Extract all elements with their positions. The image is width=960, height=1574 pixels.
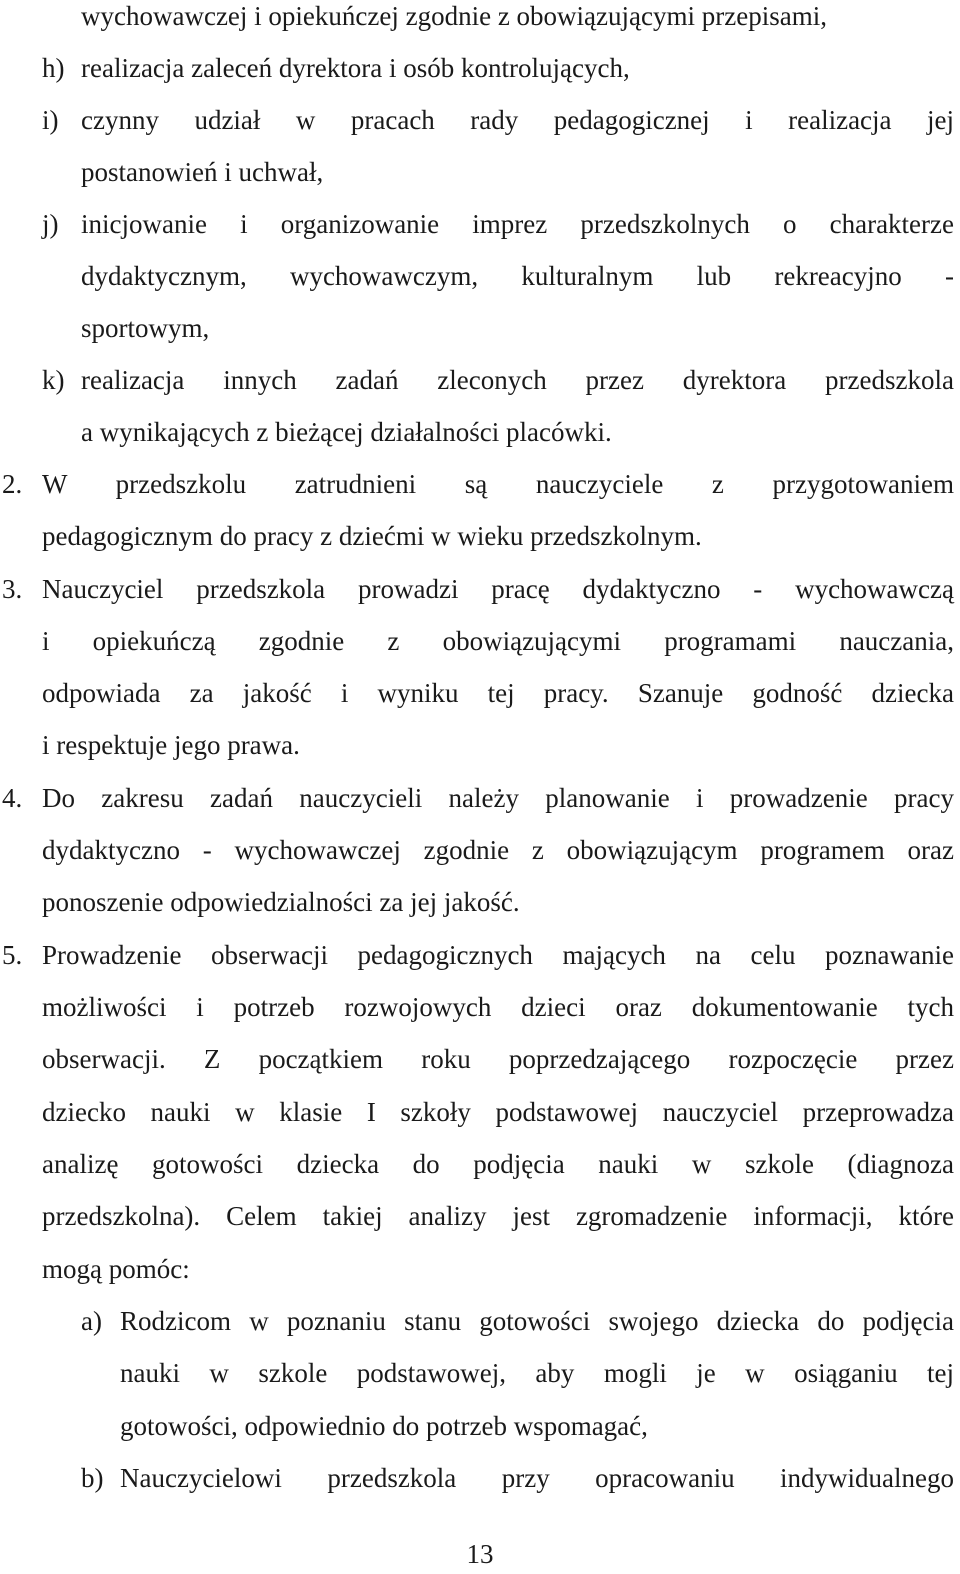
- list-item-text-h: realizacja zaleceń dyrektora i osób kontrolujących,: [81, 53, 630, 83]
- list-item-text-5: dziecko nauki w klasie I szkoły podstawowej nauczyciel przeprowadza: [42, 1097, 954, 1127]
- sub-item-label-a: a): [81, 1306, 102, 1336]
- sub-item-text-a: nauki w szkole podstawowej, aby mogli je w osiąganiu tej: [120, 1358, 954, 1388]
- sub-item-label-b: b): [81, 1463, 104, 1493]
- list-item-text-3: Nauczyciel przedszkola prowadzi pracę dydaktyczno - wychowawczą: [42, 574, 954, 604]
- list-item-text-j: inicjowanie i organizowanie imprez przedszkolnych o charakterze: [81, 209, 954, 239]
- list-item-text-3: i respektuje jego prawa.: [42, 730, 300, 760]
- list-item-text-j: dydaktycznym, wychowawczym, kulturalnym lub rekreacyjno -: [81, 261, 954, 291]
- list-item-text-4: Do zakresu zadań nauczycieli należy planowanie i prowadzenie pracy: [42, 783, 954, 813]
- list-item-label-i: i): [42, 105, 59, 135]
- list-item-text-k: realizacja innych zadań zleconych przez dyrektora przedszkola: [81, 365, 954, 395]
- list-item-text-2: W przedszkolu zatrudnieni są nauczyciele z przygotowaniem: [42, 469, 954, 499]
- list-item-text-4: ponoszenie odpowiedzialności za jej jakość.: [42, 887, 520, 917]
- list-item-text-3: i opiekuńczą zgodnie z obowiązującymi programami nauczania,: [42, 626, 954, 656]
- page-number: 13: [466, 1539, 494, 1569]
- list-item-text-i: czynny udział w pracach rady pedagogicznej i realizacja jej: [81, 105, 954, 135]
- sub-item-text-a: gotowości, odpowiednio do potrzeb wspomagać,: [120, 1411, 648, 1441]
- list-item-text-i: postanowień i uchwał,: [81, 157, 324, 187]
- list-item-text-k: a wynikających z bieżącej działalności placówki.: [81, 417, 612, 447]
- list-item-text-j: sportowym,: [81, 313, 210, 343]
- list-item-label-k: k): [42, 365, 65, 395]
- list-item-text-5: Prowadzenie obserwacji pedagogicznych mających na celu poznawanie: [42, 940, 954, 970]
- paragraph-continuation: wychowawczej i opiekuńczej zgodnie z obowiązującymi przepisami,: [81, 1, 827, 31]
- list-item-label-5: 5.: [2, 940, 23, 970]
- list-item-label-h: h): [42, 53, 65, 83]
- list-item-text-5: przedszkolna). Celem takiej analizy jest zgromadzenie informacji, które: [42, 1201, 954, 1231]
- list-item-text-5: możliwości i potrzeb rozwojowych dzieci oraz dokumentowanie tych: [42, 992, 954, 1022]
- list-item-text-5: obserwacji. Z początkiem roku poprzedzającego rozpoczęcie przez: [42, 1044, 954, 1074]
- list-item-label-j: j): [42, 209, 59, 239]
- list-item-label-4: 4.: [2, 783, 23, 813]
- list-item-text-4: dydaktyczno - wychowawczej zgodnie z obowiązującym programem oraz: [42, 835, 954, 865]
- sub-item-text-b: Nauczycielowi przedszkola przy opracowaniu indywidualnego: [120, 1463, 954, 1493]
- list-item-text-3: odpowiada za jakość i wyniku tej pracy. Szanuje godność dziecka: [42, 678, 954, 708]
- list-item-text-5: mogą pomóc:: [42, 1254, 190, 1284]
- list-item-label-3: 3.: [2, 574, 23, 604]
- list-item-text-5: analizę gotowości dziecka do podjęcia nauki w szkole (diagnoza: [42, 1149, 954, 1179]
- sub-item-text-a: Rodzicom w poznaniu stanu gotowości swojego dziecka do podjęcia: [120, 1306, 954, 1336]
- list-item-label-2: 2.: [2, 469, 23, 499]
- list-item-text-2: pedagogicznym do pracy z dziećmi w wieku przedszkolnym.: [42, 521, 702, 551]
